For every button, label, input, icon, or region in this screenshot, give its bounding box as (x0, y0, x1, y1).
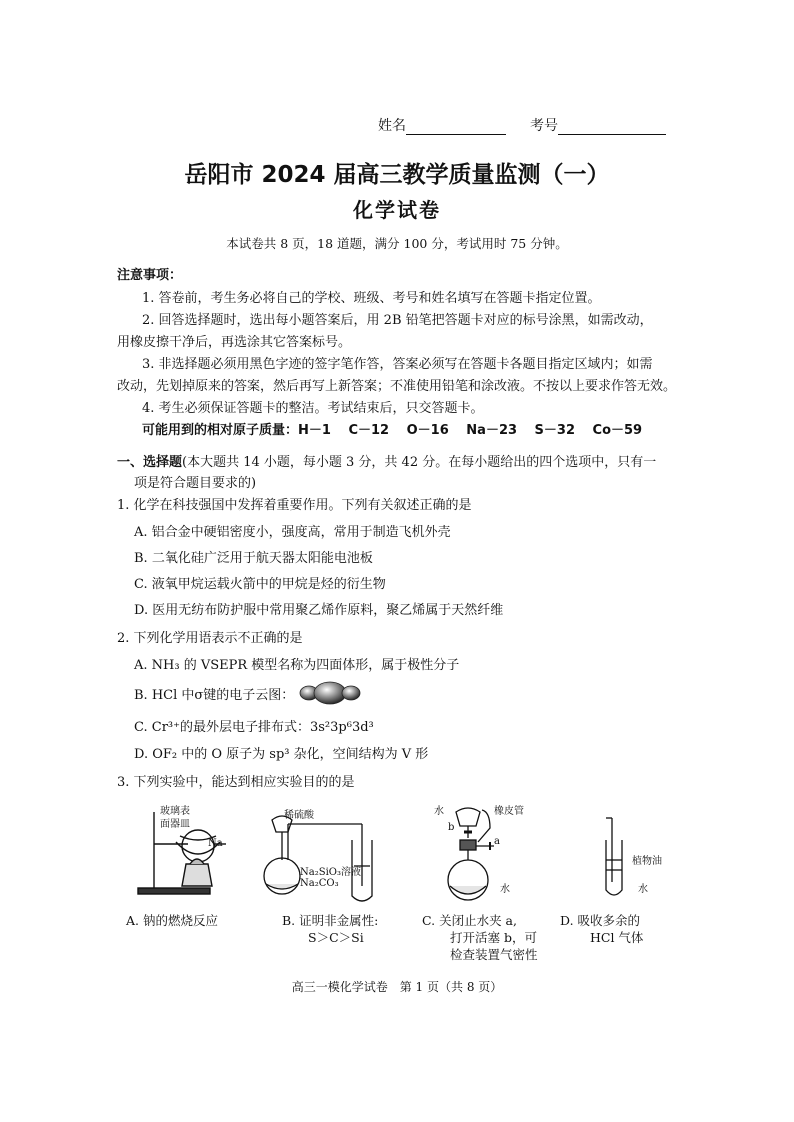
fig-a-caption: A. 钠的燃烧反应 (126, 913, 218, 928)
fig-c-label: 橡皮管 (494, 806, 524, 817)
fig-c-label: b (448, 822, 455, 833)
note-item: 3. 非选择题必须用黑色字迹的签字笔作答，答案必须写在答题卡各题目指定区域内；如需 (142, 357, 653, 372)
page-title: 岳阳市 2024 届高三教学质量监测（一） (184, 162, 610, 188)
number-label: 考号 (530, 118, 558, 134)
fig-c-caption-line: 检查装置气密性 (450, 947, 538, 962)
fig-c-caption (422, 912, 552, 963)
notes-heading: 注意事项： (117, 268, 183, 283)
fig-c-label: 水 (434, 806, 444, 817)
section-desc-cont: 项是符合题目要求的) (134, 476, 257, 491)
atomic-mass-values: H－1 C－12 O－16 Na－23 S－32 Co－59 (298, 423, 643, 438)
name-field (378, 115, 506, 135)
fig-d-caption (560, 912, 680, 946)
option-a: A. 铝合金中硬铝密度小，强度高，常用于制造飞机外壳 (134, 525, 451, 540)
page-footer: 高三一模化学试卷 第 1 页（共 8 页） (291, 980, 503, 994)
note-item: 2. 回答选择题时，选出每小题答案后，用 2B 铅笔把答题卡对应的标号涂黑，如需改动， (142, 313, 653, 328)
fig-b-caption-line: B. 证明非金属性: (282, 913, 379, 928)
fig-a-label: 玻璃表 (160, 806, 190, 817)
electron-cloud-diagram (298, 680, 362, 706)
note-item: 用橡皮擦干净后，再选涂其它答案标号。 (117, 335, 352, 350)
figure-b-apparatus (258, 798, 380, 906)
exam-intro: 本试卷共 8 页，18 道题，满分 100 分，考试用时 75 分钟。 (226, 236, 568, 251)
option-b: B. 二氧化硅广泛用于航天器太阳能电池板 (134, 551, 373, 566)
page-subtitle: 化学试卷 (353, 198, 441, 222)
fig-d-label: 水 (638, 884, 648, 895)
note-item: 改动，先划掉原来的答案，然后再写上新答案；不准使用铅笔和涂改液。不按以上要求作答无效。 (117, 379, 677, 394)
fig-b-label: Na₂SiO₃溶液 (300, 867, 361, 878)
option-a: A. NH₃ 的 VSEPR 模型名称为四面体形，属于极性分子 (134, 658, 460, 673)
fig-b-caption-line: S＞C＞Si (308, 930, 364, 945)
section-desc: (本大题共 14 小题，每小题 3 分，共 42 分。在每小题给出的四个选项中，只有一 (182, 455, 657, 470)
section-title: 一、选择题 (117, 455, 183, 470)
name-blank (406, 120, 506, 135)
atomic-mass-line (142, 419, 642, 438)
fig-d-label: 植物油 (632, 856, 662, 867)
atomic-mass-label: 可能用到的相对原子质量： (142, 423, 299, 438)
note-item: 4. 考生必须保证答题卡的整洁。考试结束后，只交答题卡。 (142, 401, 484, 416)
fig-c-label: 水 (500, 884, 510, 895)
fig-d-caption-line: HCl 气体 (590, 930, 644, 945)
number-field (530, 115, 666, 135)
fig-a-label: Na (208, 838, 223, 849)
section-heading (117, 451, 656, 470)
figure-d-apparatus (596, 814, 636, 900)
option-c: C. Cr³⁺的最外层电子排布式：3s²3p⁶3d³ (134, 720, 374, 735)
option-c: C. 液氧甲烷运载火箭中的甲烷是烃的衍生物 (134, 577, 386, 592)
fig-b-caption (282, 912, 392, 946)
number-blank (558, 120, 666, 135)
fig-d-caption-line: D. 吸收多余的 (560, 913, 641, 928)
fig-b-label: Na₂CO₃ (300, 878, 339, 889)
fig-b-label: 稀硫酸 (284, 810, 314, 821)
fig-c-caption-line: C. 关闭止水夹 a, (422, 913, 517, 928)
fig-c-label: a (494, 836, 500, 847)
note-item: 1. 答卷前，考生务必将自己的学校、班级、考号和姓名填写在答题卡指定位置。 (142, 291, 601, 306)
option-d: D. 医用无纺布防护服中常用聚乙烯作原料，聚乙烯属于天然纤维 (134, 603, 504, 618)
fig-c-caption-line: 打开活塞 b，可 (450, 930, 537, 945)
option-d: D. OF₂ 中的 O 原子为 sp³ 杂化，空间结构为 V 形 (134, 747, 429, 762)
fig-a-label: 面器皿 (160, 819, 190, 830)
option-b: B. HCl 中σ键的电子云图： (134, 688, 295, 703)
name-label: 姓名 (378, 118, 406, 134)
question-stem: 1. 化学在科技强国中发挥着重要作用。下列有关叙述正确的是 (117, 498, 472, 513)
question-stem: 3. 下列实验中，能达到相应实验目的的是 (117, 775, 355, 790)
question-stem: 2. 下列化学用语表示不正确的是 (117, 631, 303, 646)
